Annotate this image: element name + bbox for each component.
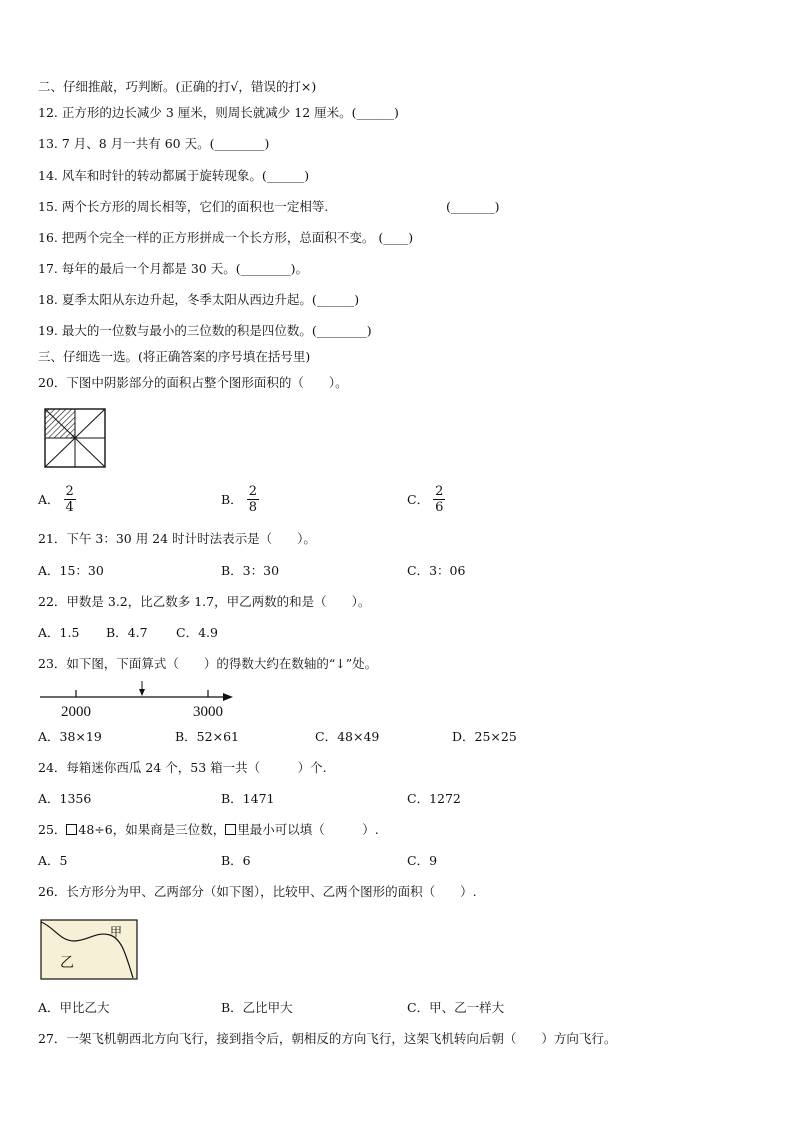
label-yi: 乙 bbox=[60, 956, 74, 971]
question-27: 27．一架飞机朝西北方向飞行，接到指令后，朝相反的方向飞行，这架飞机转向后朝（ ）方向飞行。 bbox=[38, 1031, 617, 1046]
question-26: 26．长方形分为甲、乙两部分（如下图），比较甲、乙两个图形的面积（ ）. bbox=[38, 884, 477, 899]
question-16: 16. 把两个完全一样的正方形拼成一个长方形，总面积不变。 (____) bbox=[38, 230, 414, 245]
q26-rectangle-figure bbox=[40, 919, 138, 980]
question-25: 25． 48÷6，如果商是三位数， 里最小可以填（ ）. bbox=[38, 822, 379, 837]
q24-option-b[interactable]: B．1471 bbox=[221, 791, 275, 806]
axis-arrowhead bbox=[223, 693, 233, 701]
question-15-blank: (_______) bbox=[446, 199, 500, 214]
q26-option-c[interactable]: C．甲、乙一样大 bbox=[407, 1000, 505, 1015]
q24-option-a[interactable]: A．1356 bbox=[38, 791, 92, 806]
question-18: 18. 夏季太阳从东边升起，冬季太阳从西边升起。(______) bbox=[38, 292, 360, 307]
question-14: 14. 风车和时针的转动都属于旋转现象。(______) bbox=[38, 168, 310, 183]
q21-option-a[interactable]: A．15：30 bbox=[38, 563, 104, 578]
q20-square-figure bbox=[44, 408, 106, 468]
question-19: 19. 最大的一位数与最小的三位数的积是四位数。(________) bbox=[38, 323, 372, 338]
q25-option-a[interactable]: A．5 bbox=[38, 853, 68, 868]
q22-option-c[interactable]: C．4.9 bbox=[176, 625, 218, 640]
axis-label-left: 2000 bbox=[61, 704, 91, 720]
q22-option-a[interactable]: A．1.5 bbox=[38, 625, 80, 640]
blank-box bbox=[66, 824, 77, 835]
section-heading-choose: 三、仔细选一选。(将正确答案的序号填在括号里) bbox=[38, 349, 311, 364]
q24-option-c[interactable]: C．1272 bbox=[407, 791, 461, 806]
down-arrow-marker bbox=[139, 681, 145, 696]
question-24: 24．每箱迷你西瓜 24 个，53 箱一共（ ）个. bbox=[38, 760, 327, 775]
q21-option-b[interactable]: B．3：30 bbox=[221, 563, 280, 578]
q23-option-b[interactable]: B．52×61 bbox=[175, 729, 239, 744]
q20-option-b[interactable]: B． $\frac{2}{8}$ bbox=[221, 484, 257, 515]
axis-label-right: 3000 bbox=[193, 704, 223, 720]
label-jia: 甲 bbox=[110, 925, 123, 939]
question-21: 21．下午 3：30 用 24 时计时法表示是（ ）。 bbox=[38, 531, 316, 546]
question-13: 13. 7 月、8 月一共有 60 天。(________) bbox=[38, 136, 270, 151]
blank-box bbox=[225, 824, 236, 835]
section-heading-judge: 二、仔细推敲，巧判断。(正确的打√，错误的打×) bbox=[38, 79, 317, 94]
q26-option-b[interactable]: B．乙比甲大 bbox=[221, 1000, 293, 1015]
q20-option-c[interactable]: C． $\frac{2}{6}$ bbox=[407, 484, 444, 515]
question-17: 17. 每年的最后一个月都是 30 天。(________)。 bbox=[38, 261, 308, 276]
q22-option-b[interactable]: B．4.7 bbox=[106, 625, 148, 640]
q25-option-b[interactable]: B．6 bbox=[221, 853, 251, 868]
q23-option-c[interactable]: C．48×49 bbox=[315, 729, 380, 744]
q21-option-c[interactable]: C．3：06 bbox=[407, 563, 466, 578]
question-20: 20．下图中阴影部分的面积占整个图形面积的（ ）。 bbox=[38, 375, 348, 390]
q23-option-d[interactable]: D．25×25 bbox=[452, 729, 517, 744]
question-15: 15. 两个长方形的周长相等，它们的面积也一定相等. bbox=[38, 199, 329, 214]
question-23: 23．如下图，下面算式（ ）的得数大约在数轴的“↓”处。 bbox=[38, 656, 378, 671]
q25-option-c[interactable]: C．9 bbox=[407, 853, 438, 868]
question-12: 12. 正方形的边长减少 3 厘米，则周长就减少 12 厘米。(______) bbox=[38, 105, 399, 120]
q23-option-a[interactable]: A．38×19 bbox=[38, 729, 102, 744]
q20-option-a[interactable]: A． $\frac{2}{4}$ bbox=[38, 484, 74, 515]
q26-option-a[interactable]: A．甲比乙大 bbox=[38, 1000, 110, 1015]
question-22: 22．甲数是 3.2，比乙数多 1.7，甲乙两数的和是（ ）。 bbox=[38, 594, 371, 609]
q23-number-line bbox=[40, 680, 240, 720]
